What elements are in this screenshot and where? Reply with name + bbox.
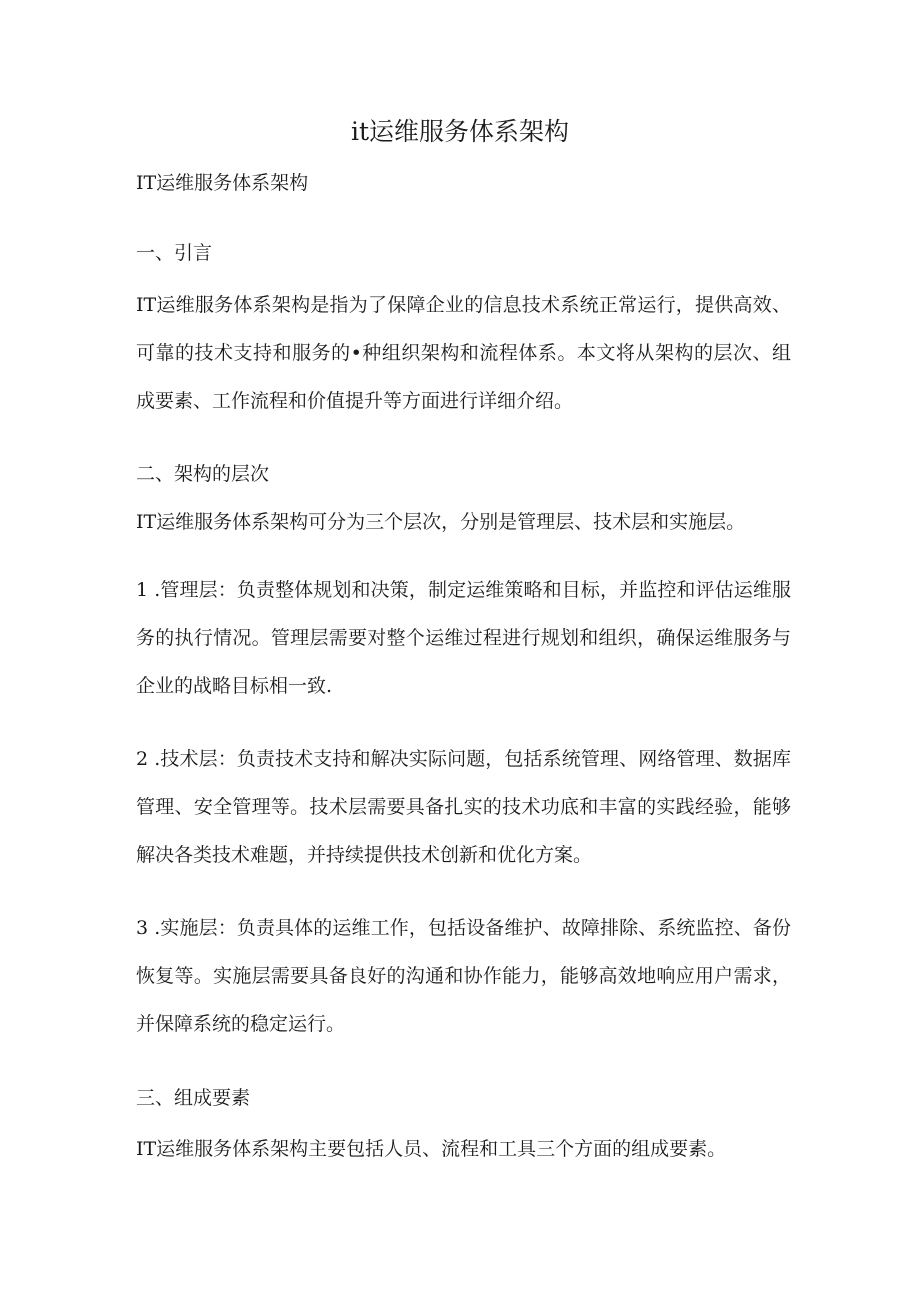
section-heading-levels: 二、架构的层次 (136, 463, 270, 485)
section-heading-components: 三、组成要素 (136, 1087, 251, 1109)
paragraph-components-summary: IT运维服务体系架构主要包括人员、流程和工具三个方面的组成要素。 (136, 1138, 727, 1160)
list-item-management-layer: 1 .管理层：负责整体规划和决策，制定运维策略和目标，并监控和评估运维服务的执行情况。管理层需要对整个运维过程进行规划和组织，确保运维服务与企业的战略目标相一致. (136, 579, 791, 697)
document-subtitle: IT运维服务体系架构 (136, 172, 309, 194)
list-item-implementation-layer: 3 .实施层：负责具体的运维工作，包括设备维护、故障排除、系统监控、备份恢复等。实施层需要具备良好的沟通和协作能力，能够高效地响应用户需求，并保障系统的稳定运行。 (136, 917, 791, 1035)
document-title: it运维服务体系架构 (350, 117, 570, 146)
paragraph-levels-summary: IT运维服务体系架构可分为三个层次，分别是管理层、技术层和实施层。 (136, 511, 746, 533)
paragraph-intro: IT运维服务体系架构是指为了保障企业的信息技术系统正常运行，提供高效、可靠的技术支持和服务的•种组织架构和流程体系。本文将从架构的层次、组成要素、工作流程和价值提升等方面进行详细介绍。 (136, 294, 791, 412)
list-item-technical-layer: 2 .技术层：负责技术支持和解决实际问题，包括系统管理、网络管理、数据库管理、安全管理等。技术层需要具备扎实的技术功底和丰富的实践经验，能够解决各类技术难题，并持续提供技术创新和优化方案。 (136, 748, 791, 866)
section-heading-intro: 一、引言 (136, 242, 213, 264)
